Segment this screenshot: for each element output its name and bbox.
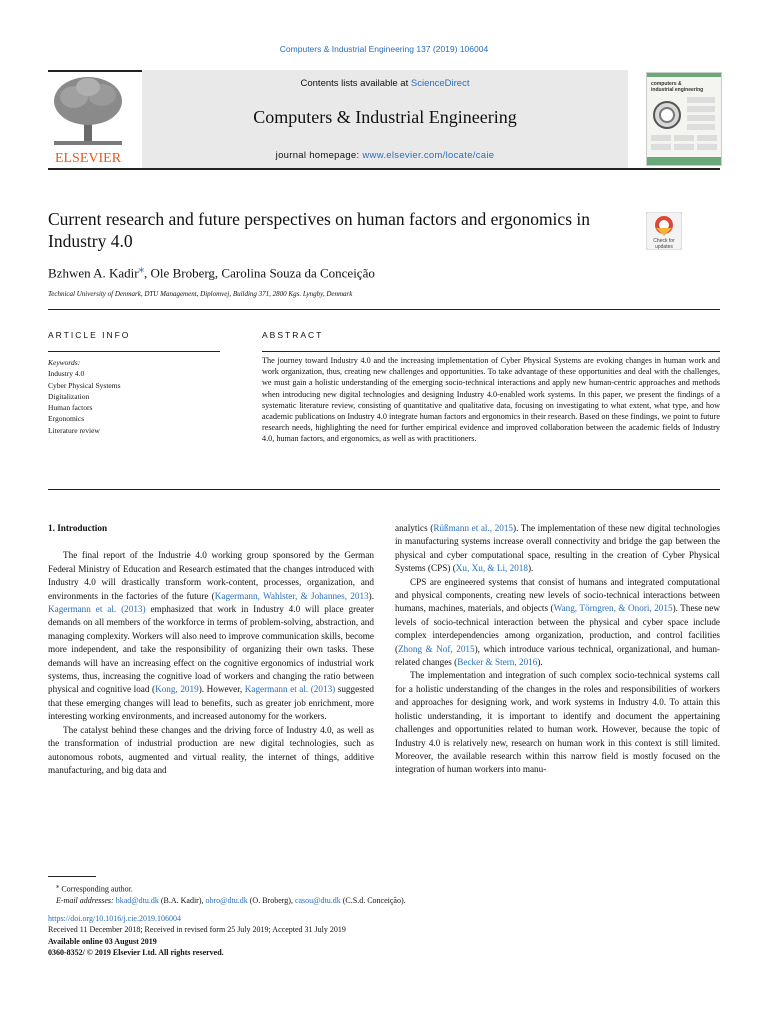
paragraph: CPS are engineered systems that consist of humans and integrated computational and physical components, creating new levels of socio-technical interactions between humans, machines, materials, and objects (Wang, Törngren, & Onori, 2015). These new levels of socio-technical interaction between the physical and cyber space include complex interdependencies among organization, production, and control facilities (Zhong & Nof, 2015), which introduce various technical, organizational, and human-related changes (Becker & Stern, 2016).: [395, 576, 720, 668]
citation-link[interactable]: Wang, Törngren, & Onori, 2015: [553, 603, 673, 614]
banner-bottom-rule: [48, 168, 720, 170]
author-1[interactable]: Bzhwen A. Kadir: [48, 265, 139, 281]
corresponding-author-mark[interactable]: ⁎: [138, 263, 145, 275]
section-heading: 1. Introduction: [48, 523, 108, 533]
footnote-rule: [48, 876, 96, 877]
citation-link[interactable]: Kagermann et al. (2013): [48, 604, 146, 615]
crossmark-button[interactable]: [646, 212, 682, 250]
abstract-rule: [262, 351, 720, 352]
abstract-text: The journey toward Industry 4.0 and the increasing implementation of Cyber Physical Systems are evoking changes in human work and work organization, thus, creating new challenges and opportunities. To take advantage of these opportunities and deal with the challenges, we must gain a holistic understanding of the emerging socio-technical interactions and apply new human-centric approaches and methods when introducing new digital technologies and designing Industry 4.0-enabled work systems. In this paper, we present the findings of a systematic literature review, consisting of quantitative and qualitative data, focusing on investigating to what extent, what type, and how academic publications on Industry 4.0 integrate human factors and ergonomics in their research. Based on these findings, we point to future research needs, highlighting the need for further empirical evidence and improved collaboration between the academic fields of Industry 4.0, human factors, and ergonomics, as well as with practitioners.: [262, 356, 720, 444]
paragraph: The catalyst behind these changes and the driving force of Industry 4.0, as well as the transformation of industrial production are new digital technologies, such as autonomous robots, augmented and virtual reality, the internet of things, additive manufacturing, and big data and: [48, 724, 374, 775]
received-dates: Received 11 December 2018; Received in revised form 25 July 2019; Accepted 31 July 2019: [48, 925, 346, 935]
cover-title-2: industrial engineering: [651, 87, 704, 93]
journal-title: Computers & Industrial Engineering: [253, 107, 517, 127]
abstract-bottom-rule: [48, 489, 720, 490]
keyword-item: Human factors: [48, 403, 93, 413]
email-link[interactable]: bkad@dtu.dk: [115, 896, 159, 906]
citation-link[interactable]: Kagermann, Wahlster, & Johannes, 2013: [214, 590, 369, 601]
article-title: Current research and future perspectives on human factors and ergonomics in Industry 4.0: [48, 209, 590, 251]
journal-cover[interactable]: [646, 72, 722, 166]
keyword-item: Industry 4.0: [48, 369, 85, 379]
keyword-item: Digitalization: [48, 391, 90, 401]
body-column-left: [48, 522, 374, 777]
citation-link[interactable]: Xu, Xu, & Li, 2018: [455, 563, 528, 574]
corresponding-note: ⁎ Corresponding author.: [56, 883, 133, 894]
email-addresses: E-mail addresses: bkad@dtu.dk (B.A. Kadir), obro@dtu.dk (O. Broberg), casou@dtu.dk (C.S.d. Conceição).: [56, 896, 406, 906]
cover-image: [647, 73, 721, 165]
citation-link[interactable]: Becker & Stern, 2016: [457, 657, 538, 668]
homepage-prefix: journal homepage:: [275, 150, 363, 161]
keyword-item: Literature review: [48, 425, 100, 435]
journal-homepage: [142, 150, 628, 161]
abstract-heading: ABSTRACT: [262, 330, 324, 340]
citation-link[interactable]: Kagermann et al. (2013): [244, 684, 336, 695]
email-link[interactable]: obro@dtu.dk: [205, 896, 248, 906]
keyword-item: Ergonomics: [48, 414, 85, 424]
other-authors: , Ole Broberg, Carolina Souza da Conceição: [144, 265, 375, 281]
contents-prefix: Contents lists available at: [300, 78, 411, 89]
keywords-label: Keywords:: [48, 358, 81, 367]
affiliation: Technical University of Denmark, DTU Management, Diplomvej, Building 371, 2800 Kgs. Lyngby, Denmark: [48, 290, 353, 298]
elsevier-tree-icon: [48, 73, 128, 165]
paragraph: The final report of the Industrie 4.0 working group sponsored by the German Federal Ministry of Education and Research estimated that the changes introduced with Industry 4.0 will drastically transform work-content, processes, organization, and environments in the factories of the future (Kagermann, Wahlster, & Johannes, 2013). Kagermann et al. (2013) emphasized that work in Industry 4.0 will place greater demands on all members of the workforce in terms of problem-solving, abstraction, and managing complexity. Workers will also need to improve communication skills, become more independent, and take the responsibility of organizing their own tasks. These demands will have an increasing effect on the cognitive ergonomics of industrial work systems, thus, increasing the cognitive load of workers and changing the ratio between physical and cognitive load (Kong, 2019). However, Kagermann et al. (2013) suggested that these emerging changes will lead to benefits, such as greater job enrichment, more interesting working environments, and increased autonomy for the workers.: [48, 550, 374, 722]
crossmark-icon: [646, 212, 682, 250]
email-link[interactable]: casou@dtu.dk: [294, 896, 341, 906]
citation-link[interactable]: Zhong & Nof, 2015: [398, 643, 475, 654]
authors: [48, 262, 375, 281]
keyword-item: Cyber Physical Systems: [48, 380, 121, 390]
header-rule: [48, 309, 720, 310]
crossmark-label-2: updates: [655, 244, 673, 250]
running-head[interactable]: Computers & Industrial Engineering 137 (2019) 106004: [279, 44, 489, 54]
cover-title-1: computers &: [651, 81, 682, 87]
contents-available: [142, 78, 628, 89]
citation-link[interactable]: Kong, 2019: [155, 684, 199, 695]
paragraph: analytics (Rüßmann et al., 2015). The implementation of these new digital technologies in manufacturing systems increase overall connectivity and bridge the gap between the physical and cyber computational space, resulting in the creation of Cyber Physical Systems (CPS) (Xu, Xu, & Li, 2018).: [395, 523, 721, 574]
sciencedirect-link[interactable]: ScienceDirect: [410, 78, 470, 89]
homepage-link[interactable]: www.elsevier.com/locate/caie: [362, 150, 495, 161]
doi-link[interactable]: https://doi.org/10.1016/j.cie.2019.106004: [48, 913, 181, 923]
keywords-block: [48, 357, 121, 436]
footnotes: [48, 881, 720, 959]
article-info-heading: ARTICLE INFO: [48, 330, 131, 340]
copyright: 0360-8352/ © 2019 Elsevier Ltd. All rights reserved.: [48, 948, 224, 958]
elsevier-logo: [48, 73, 128, 165]
paragraph: The implementation and integration of such complex socio-technical systems call for a holistic understanding of the changes in the roles and responsibilities of workers and approaches for designing work, and work systems in Industry 4.0. To attain this holistic understanding, it is important to identify and document the appertaining challenges and opportunities related to human work. However, because the topic of Industry 4.0 is relatively new, research on human work in this context is still limited. Moreover, the available research within this narrow field is mostly focused on the integration of human workers into manu-: [395, 670, 720, 775]
article-info-rule: [48, 351, 220, 352]
elsevier-wordmark: ELSEVIER: [54, 151, 122, 165]
crossmark-label-1: Check for: [653, 238, 675, 244]
body-column-right: [395, 522, 720, 777]
available-online: Available online 03 August 2019: [48, 936, 157, 946]
citation-link[interactable]: Rüßmann et al., 2015: [433, 523, 514, 533]
